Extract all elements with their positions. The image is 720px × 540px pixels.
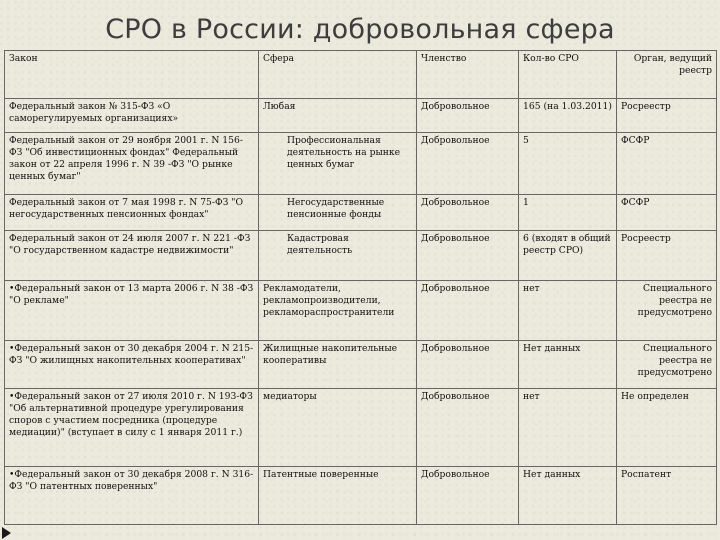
header-membership: Членство — [417, 51, 519, 99]
cell-count: 165 (на 1.03.2011) — [519, 99, 617, 133]
cell-organ: Росреестр — [617, 231, 717, 281]
table-row — [5, 99, 717, 133]
cell-sphere: Негосударственные пенсионные фонды — [259, 195, 417, 231]
cell-organ: ФСФР — [617, 195, 717, 231]
cell-membership: Добровольное — [417, 99, 519, 133]
slide-arrow-icon — [2, 527, 11, 539]
table-row — [5, 195, 717, 231]
cell-membership: Добровольное — [417, 389, 519, 467]
header-organ: Орган, ведущий реестр — [617, 51, 717, 99]
table-row — [5, 231, 717, 281]
cell-organ: Специального реестра не предусмотрено — [617, 341, 717, 389]
cell-sphere: Профессиональная деятельность на рынке ценных бумаг — [259, 133, 417, 195]
cell-organ: ФСФР — [617, 133, 717, 195]
cell-law: Федеральный закон от 29 ноября 2001 г. N 156-ФЗ "Об инвестиционных фондах" Федеральный закон от 22 апреля 1996 г. N 39 -ФЗ "О рынке ценных бумаг" — [5, 133, 259, 195]
cell-sphere: Кадастровая деятельность — [259, 231, 417, 281]
cell-organ: Специального реестра не предусмотрено — [617, 281, 717, 341]
cell-membership: Добровольное — [417, 133, 519, 195]
header-sphere: Сфера — [259, 51, 417, 99]
cell-count: нет — [519, 281, 617, 341]
cell-sphere: Рекламодатели, рекламопроизводители, рекламораспространители — [259, 281, 417, 341]
cell-count: 1 — [519, 195, 617, 231]
cell-membership: Добровольное — [417, 341, 519, 389]
cell-sphere: Патентные поверенные — [259, 467, 417, 525]
cell-count: 6 (входят в общий реестр СРО) — [519, 231, 617, 281]
sro-table — [4, 50, 717, 525]
cell-law: •Федеральный закон от 13 марта 2006 г. N 38 -ФЗ "О рекламе" — [5, 281, 259, 341]
table-row — [5, 389, 717, 467]
cell-organ: Не определен — [617, 389, 717, 467]
page-title: СРО в России: добровольная сфера — [105, 14, 615, 45]
cell-law: Федеральный закон от 24 июля 2007 г. N 221 -ФЗ "О государственном кадастре недвижимости" — [5, 231, 259, 281]
table-row — [5, 281, 717, 341]
table-row — [5, 133, 717, 195]
cell-count: Нет данных — [519, 467, 617, 525]
cell-law: Федеральный закон № 315-ФЗ «О саморегулируемых организациях» — [5, 99, 259, 133]
cell-count: Нет данных — [519, 341, 617, 389]
cell-count: 5 — [519, 133, 617, 195]
cell-law: •Федеральный закон от 30 декабря 2008 г. N 316-ФЗ "О патентных поверенных" — [5, 467, 259, 525]
cell-membership: Добровольное — [417, 281, 519, 341]
table-header-row — [5, 51, 717, 99]
cell-organ: Роспатент — [617, 467, 717, 525]
table-row — [5, 341, 717, 389]
cell-sphere: Любая — [259, 99, 417, 133]
cell-membership: Добровольное — [417, 195, 519, 231]
cell-law: •Федеральный закон от 30 декабря 2004 г. N 215-ФЗ "О жилищных накопительных кооперативах" — [5, 341, 259, 389]
cell-membership: Добровольное — [417, 231, 519, 281]
header-count: Кол-во СРО — [519, 51, 617, 99]
cell-membership: Добровольное — [417, 467, 519, 525]
cell-law: •Федеральный закон от 27 июля 2010 г. N 193-ФЗ "Об альтернативной процедуре урегулирования споров с участием посредника (процедуре медиации)" (вступает в силу с 1 января 2011 г.) — [5, 389, 259, 467]
table-row — [5, 467, 717, 525]
cell-sphere: Жилищные накопительные кооперативы — [259, 341, 417, 389]
cell-organ: Росреестр — [617, 99, 717, 133]
header-law: Закон — [5, 51, 259, 99]
cell-count: нет — [519, 389, 617, 467]
cell-sphere: медиаторы — [259, 389, 417, 467]
cell-law: Федеральный закон от 7 мая 1998 г. N 75-ФЗ "О негосударственных пенсионных фондах" — [5, 195, 259, 231]
